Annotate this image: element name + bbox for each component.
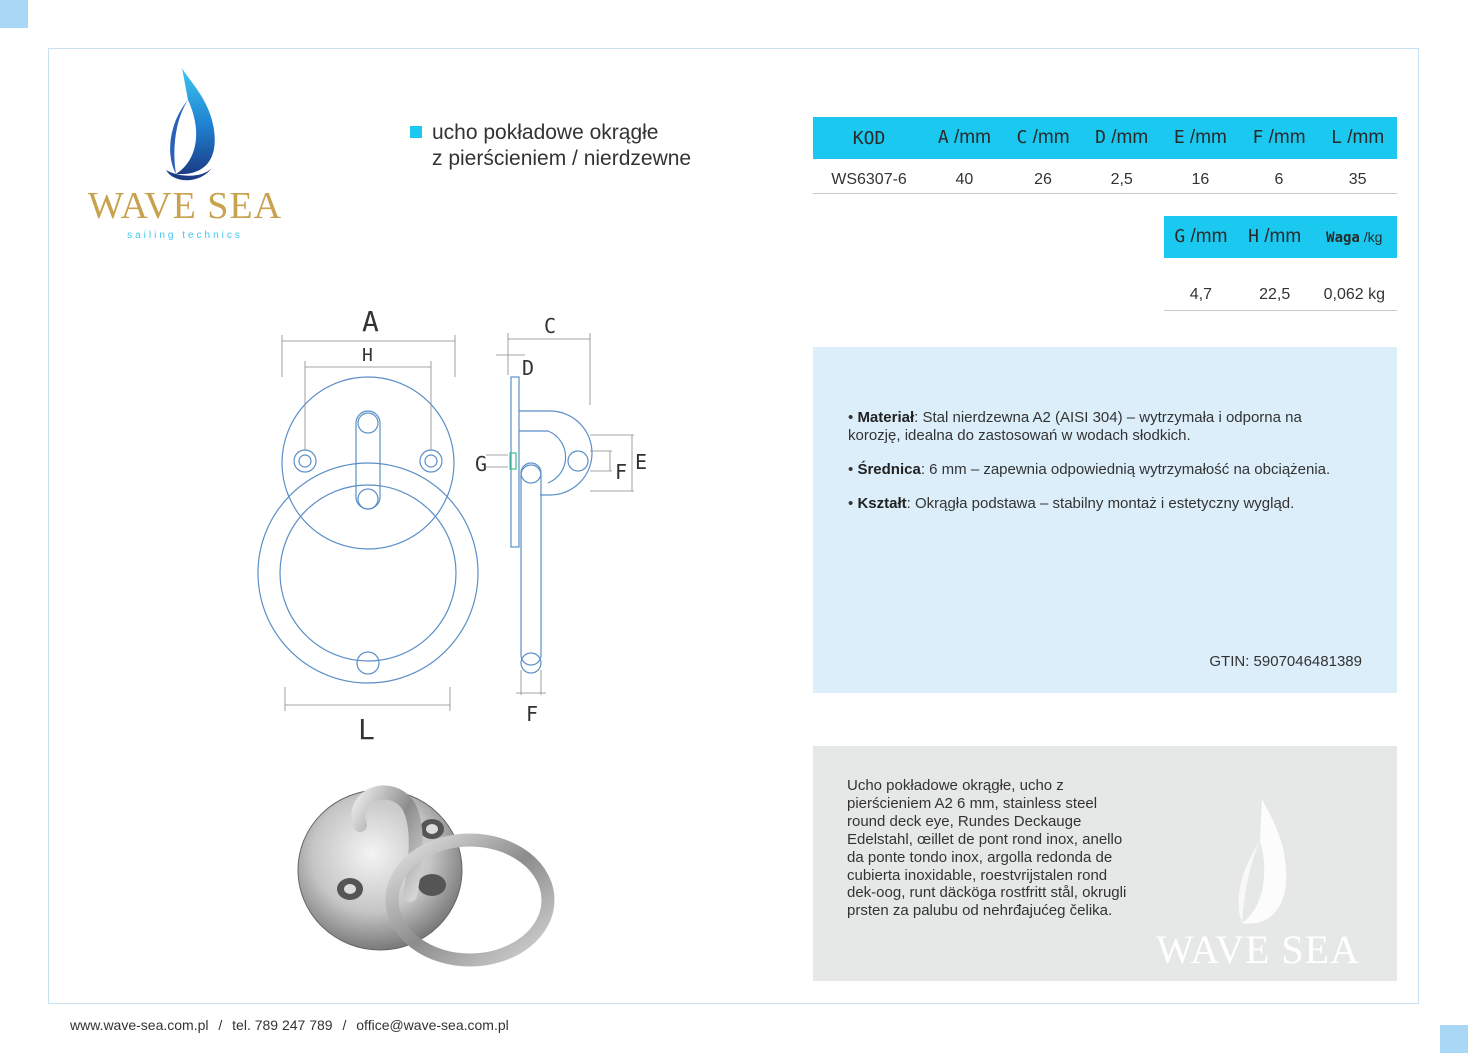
footer-website-link[interactable]: www.wave-sea.com.pl	[70, 1017, 209, 1033]
cell-h: 22,5	[1238, 258, 1312, 311]
label-e: E	[635, 450, 648, 474]
label-f-side: F	[615, 460, 628, 484]
footer-email-link[interactable]: office@wave-sea.com.pl	[356, 1017, 509, 1033]
corner-square-top-left	[0, 0, 28, 28]
description-box	[813, 746, 1397, 981]
list-item: • Materiał: Stal nierdzewna A2 (AISI 304) – wytrzymała i odporna na korozję, idealna do zastosowań w wodach słodkich.	[848, 409, 1302, 444]
product-photo	[290, 785, 570, 970]
side-view	[510, 377, 592, 673]
wave-sea-logo	[70, 60, 300, 250]
footer-separator: /	[342, 1017, 347, 1033]
col-header-waga: Waga /kg	[1312, 216, 1397, 258]
technical-drawing	[250, 295, 670, 755]
col-header-a: A /mm	[925, 117, 1004, 159]
label-f-bottom: F	[526, 702, 539, 726]
table-row	[813, 159, 1397, 194]
feature-label: Kształt	[857, 495, 907, 512]
col-header-l: L /mm	[1318, 117, 1397, 159]
label-l: L	[358, 713, 375, 746]
table-row	[1164, 258, 1397, 311]
cell-f: 6	[1240, 159, 1319, 194]
list-item: • Średnica: 6 mm – zapewnia odpowiednią wytrzymałość na obciążenia.	[848, 461, 1331, 478]
col-header-kod: KOD	[813, 117, 925, 159]
title-bullet-square	[410, 126, 422, 138]
col-header-f: F /mm	[1240, 117, 1319, 159]
cell-a: 40	[925, 159, 1004, 194]
col-header-c: C /mm	[1004, 117, 1083, 159]
logo-tagline: sailing technics	[127, 230, 243, 241]
description-text: Ucho pokładowe okrągłe, ucho z pierścieniem A2 6 mm, stainless steel round deck eye, Rundes Deckauge Edelstahl, œillet de pont rond inox, anello da ponte tondo inox, argolla redonda de cubierta inoxidable, roestvrijstalen rond dek-oog, runt däcköga rostfritt stål, okrugli prsten za palubu od nehrđajućeg čelika.	[847, 777, 1127, 920]
footer-phone[interactable]: tel. 789 247 789	[232, 1017, 333, 1033]
footer-contact	[70, 1017, 509, 1033]
cell-waga: 0,062 kg	[1312, 258, 1397, 311]
col-header-d: D /mm	[1082, 117, 1161, 159]
cell-kod: WS6307-6	[813, 159, 925, 194]
logo-wordmark: WAVE SEA	[87, 185, 283, 227]
col-header-h: H /mm	[1238, 216, 1312, 258]
list-item: • Kształt: Okrągła podstawa – stabilny montaż i estetyczny wygląd.	[848, 495, 1295, 512]
front-view	[258, 377, 478, 683]
cell-g: 4,7	[1164, 258, 1238, 311]
spec-table-dimensions	[813, 117, 1397, 194]
wave-sea-watermark	[1138, 791, 1378, 971]
footer-separator: /	[218, 1017, 223, 1033]
spec-table-weight	[1164, 216, 1397, 311]
feature-text: : Stal nierdzewna A2 (AISI 304) – wytrzymała i odporna na korozję, idealna do zastosowań w wodach słodkich.	[848, 409, 1302, 444]
title-line-2: z pierścieniem / nierdzewne	[432, 147, 692, 170]
label-d: D	[522, 356, 535, 380]
title-line-1: ucho pokładowe okrągłe	[432, 121, 659, 144]
cell-c: 26	[1004, 159, 1083, 194]
cell-l: 35	[1318, 159, 1397, 194]
col-header-e: E /mm	[1161, 117, 1240, 159]
col-header-g: G /mm	[1164, 216, 1238, 258]
watermark-wordmark: WAVE SEA	[1156, 927, 1360, 971]
features-list	[848, 409, 1348, 529]
side-dimensions	[486, 333, 634, 695]
sail-icon	[166, 68, 215, 180]
feature-label: Materiał	[857, 409, 915, 426]
label-c: C	[544, 314, 557, 338]
cell-e: 16	[1161, 159, 1240, 194]
label-g: G	[475, 452, 488, 476]
cell-d: 2,5	[1082, 159, 1161, 194]
feature-text: : Okrągła podstawa – stabilny montaż i estetyczny wygląd.	[906, 495, 1295, 512]
corner-square-bottom-right	[1440, 1025, 1468, 1053]
gtin-code: GTIN: 5907046481389	[1209, 653, 1362, 670]
feature-text: : 6 mm – zapewnia odpowiednią wytrzymałość na obciążenia.	[920, 461, 1331, 478]
label-h: H	[362, 345, 373, 366]
features-box	[813, 347, 1397, 693]
feature-label: Średnica	[857, 461, 921, 478]
label-a: A	[362, 305, 379, 338]
